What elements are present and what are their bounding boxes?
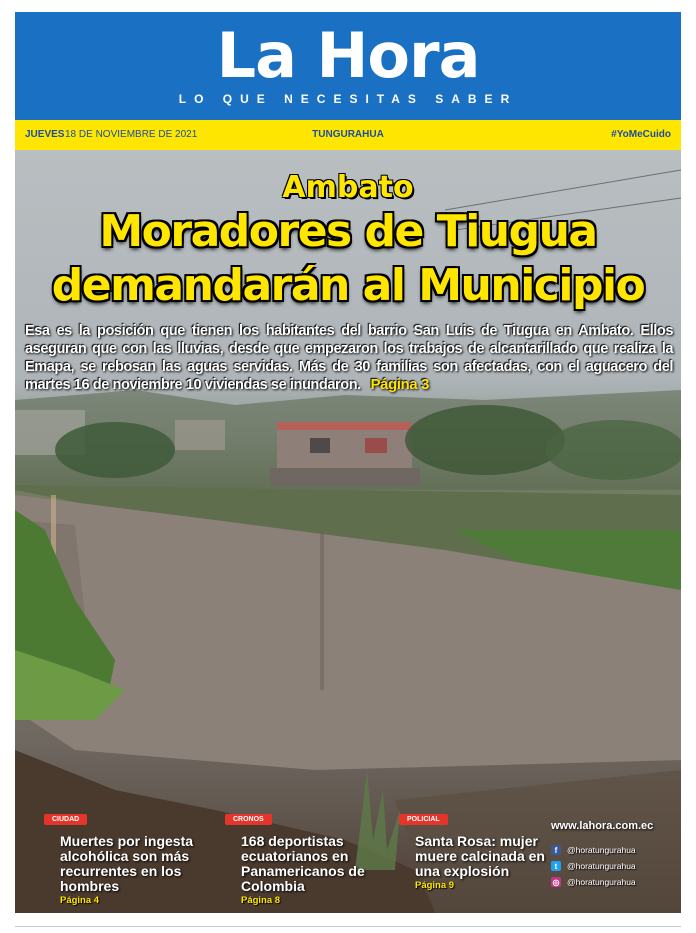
date-weekday: JUEVES [25,129,65,140]
social-block [551,820,681,890]
teaser-tag: CRONOS [225,814,272,825]
dateline-bar [15,120,681,150]
newspaper-logo[interactable]: La Hora [216,19,480,92]
story-kicker: Ambato [282,170,414,205]
teaser-title: Muertes por ingesta alcohólica son más recurrentes en los hombres [60,833,194,894]
teaser-ciudad[interactable] [30,808,200,906]
teaser-title: 168 deportistas ecuatorianos en Panamericanos de Colombia [241,833,365,894]
teaser-tag: POLICIAL [399,814,448,825]
bottom-divider [15,926,681,927]
masthead [15,12,681,120]
story-lead [25,322,673,394]
headline-line-1: Moradores de Tiugua [99,206,597,257]
headline-line-2: demandarán al Municipio [51,260,645,311]
lead-text: Esa es la posición que tienen los habitantes del barrio San Luis de Tiugua en Ambato. Ellos aseguran que con las lluvias, desde que empezaron los trabajos de alcantarillado que realiza la Emapa, se rebosan las aguas servidas. Más de 30 familias son afectadas, con el aguacero del martes 16 de noviembre 10 viviendas se inundaron. [25,323,673,393]
hashtag: #YoMeCuido [611,129,671,140]
social-instagram[interactable] [551,874,681,890]
section-name: TUNGURAHUA [312,129,384,140]
instagram-icon: ◎ [552,877,560,887]
teaser-policial[interactable] [385,808,555,891]
social-twitter[interactable] [551,858,681,874]
facebook-icon: f [551,845,561,855]
front-page [15,12,681,913]
teaser-page-ref: Página 4 [60,895,100,906]
masthead-tagline: LO QUE NECESITAS SABER [178,92,518,106]
main-headline[interactable] [15,205,681,313]
website-link[interactable]: www.lahora.com.ec [551,820,654,832]
teaser-tag: CIUDAD [44,814,87,825]
teaser-cronos[interactable] [211,808,381,906]
story-page-ref[interactable]: Página 3 [370,376,429,393]
date-text: 18 DE NOVIEMBRE DE 2021 [65,129,198,140]
social-handle: @horatungurahua [567,845,636,855]
teaser-title: Santa Rosa: mujer muere calcinada en una explosión [415,833,545,879]
teaser-page-ref: Página 9 [415,880,455,891]
social-handle: @horatungurahua [567,861,636,871]
social-facebook[interactable] [551,842,681,858]
twitter-icon: t [551,861,561,871]
teaser-page-ref: Página 8 [241,895,281,906]
social-handle: @horatungurahua [567,877,636,887]
